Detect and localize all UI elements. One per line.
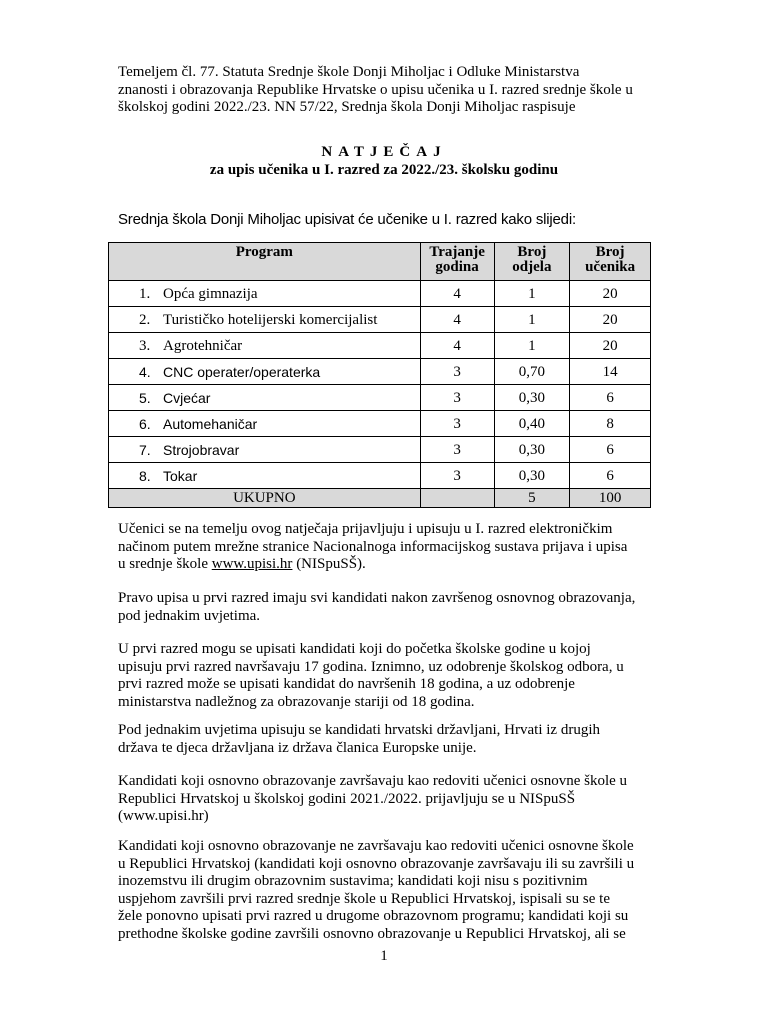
table-row [109, 437, 651, 463]
program-cell: 4. CNC operater/operaterka [109, 359, 421, 385]
table-row [109, 333, 651, 359]
program-cell: 6. Automehaničar [109, 411, 421, 437]
students-cell: 14 [570, 359, 651, 385]
paragraph-regular: Kandidati koji osnovno obrazovanje završavaju kao redoviti učenici osnovne škole u Republici Hrvatskoj u školskoj godini 2021./2022. prijavljuju se u NISpuSŠ (www.upisi.hr) [118, 773, 628, 824]
page-number: 1 [380, 948, 388, 964]
program-cell: 2. Turističko hotelijerski komercijalist [109, 307, 421, 333]
table-row [109, 463, 651, 489]
duration-cell: 3 [420, 437, 494, 463]
duration-cell: 4 [420, 307, 494, 333]
table-row [109, 385, 651, 411]
table-row [109, 281, 651, 307]
total-label: UKUPNO [109, 489, 421, 508]
students-cell: 6 [570, 437, 651, 463]
intro-paragraph [118, 64, 650, 117]
document-subtitle: za upis učenika u I. razred za 2022./23. školsku godinu [209, 162, 559, 178]
table-intro-sentence: Srednja škola Donji Miholjac upisivat će učenike u I. razred kako slijedi: [118, 211, 576, 228]
header-duration: Trajanje godina [420, 243, 494, 281]
total-students: 100 [570, 489, 651, 508]
duration-cell: 4 [420, 281, 494, 307]
total-duration [420, 489, 494, 508]
students-cell: 6 [570, 385, 651, 411]
duration-cell: 3 [420, 385, 494, 411]
classes-cell: 0,40 [494, 411, 570, 437]
duration-cell: 3 [420, 463, 494, 489]
table-header-row [109, 243, 651, 281]
students-cell: 6 [570, 463, 651, 489]
intro-line: znanosti i obrazovanja Republike Hrvatske o upisu učenika u I. razred srednje škole u [118, 81, 633, 98]
table-total-row [109, 489, 651, 508]
paragraph-age: U prvi razred mogu se upisati kandidati koji do početka školske godine u kojoj upisuju prvi razred navršavaju 17 godina. Iznimno, uz odobrenje školskog odbora, u prvi razred može se upisati kandidat do navršenih 18 godina, a uz odobrenje ministarstva nadležnog za obrazovanje stariji od 18 godina. [118, 641, 624, 710]
classes-cell: 1 [494, 281, 570, 307]
classes-cell: 0,30 [494, 463, 570, 489]
paragraph-right: Pravo upisa u prvi razred imaju svi kandidati nakon završenog osnovnog obrazovanja, pod jednakim uvjetima. [118, 590, 636, 624]
program-cell: 1. Opća gimnazija [109, 281, 421, 307]
paragraph-citizens: Pod jednakim uvjetima upisuju se kandidati hrvatski državljani, Hrvati iz drugih država te djeca državljana iz država članica Europske unije. [118, 722, 600, 756]
intro-line: školskoj godini 2022./23. NN 57/22, Srednja škola Donji Miholjac raspisuje [118, 99, 576, 115]
program-cell: 7. Strojobravar [109, 437, 421, 463]
classes-cell: 1 [494, 307, 570, 333]
students-cell: 20 [570, 333, 651, 359]
students-cell: 20 [570, 281, 651, 307]
duration-cell: 3 [420, 411, 494, 437]
program-cell: 3. Agrotehničar [109, 333, 421, 359]
paragraph-enrollment: Učenici se na temelju ovog natječaja prijavljuju i upisuju u I. razred elektroničkim načinom putem mrežne stranice Nacionalnoga informacijskog sustava prijava i upisa u srednje škole www.upisi.hr (NISpuSŠ). [118, 521, 628, 572]
students-cell: 20 [570, 307, 651, 333]
document-title: NATJEČAJ [321, 144, 447, 160]
classes-cell: 0,30 [494, 385, 570, 411]
classes-cell: 1 [494, 333, 570, 359]
program-cell: 5. Cvjećar [109, 385, 421, 411]
paragraph-irregular: Kandidati koji osnovno obrazovanje ne završavaju kao redoviti učenici osnovne škole u Republici Hrvatskoj (kandidati koji osnovno obrazovanje završavaju ili su završili u inozemstvu ili drugim obrazovnim sustavima; kandidati koji nisu s pozitivnim uspjehom završili prvi razred srednje škole u Republici Hrvatskoj, ispisali su se te žele ponovno upisati prvi razred u drugome obrazovnom programu; kandidati koji su prethodne školske godine završili osnovno obrazovanje u Republici Hrvatskoj, ali se [118, 838, 635, 942]
program-cell: 8. Tokar [109, 463, 421, 489]
duration-cell: 3 [420, 359, 494, 385]
intro-line: Temeljem čl. 77. Statuta Srednje škole Donji Miholjac i Odluke Ministarstva [118, 64, 580, 80]
header-program: Program [109, 243, 421, 281]
duration-cell: 4 [420, 333, 494, 359]
table-row [109, 411, 651, 437]
total-classes: 5 [494, 489, 570, 508]
header-classes: Broj odjela [494, 243, 570, 281]
students-cell: 8 [570, 411, 651, 437]
table-row [109, 359, 651, 385]
enrollment-table [108, 242, 651, 508]
upisi-link[interactable]: www.upisi.hr [211, 556, 293, 572]
table-row [109, 307, 651, 333]
classes-cell: 0,70 [494, 359, 570, 385]
classes-cell: 0,30 [494, 437, 570, 463]
header-students: Broj učenika [570, 243, 651, 281]
